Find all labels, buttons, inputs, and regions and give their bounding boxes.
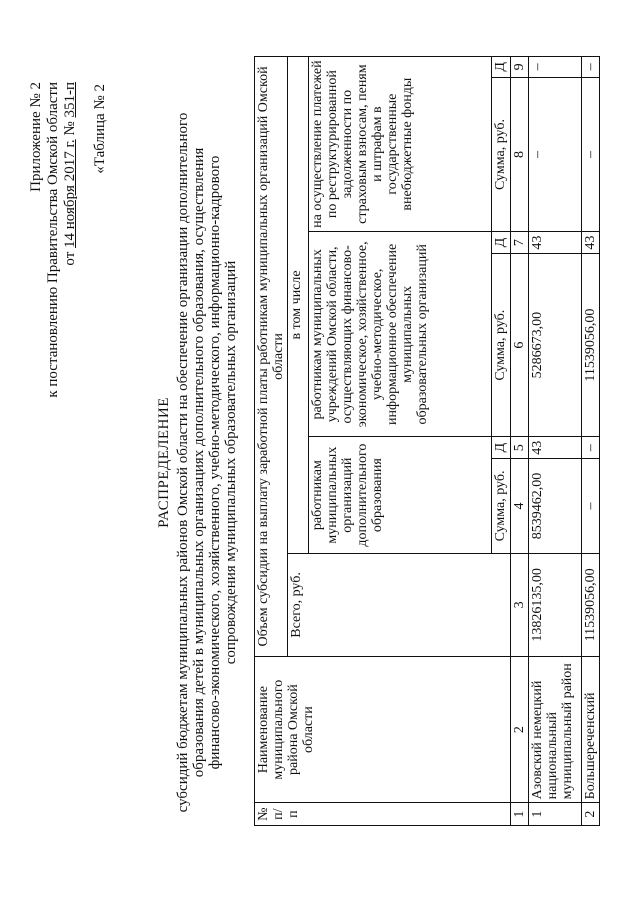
row-total: 13826135,00 — [529, 553, 582, 656]
title-line3: финансово-экономического, хозяйственного, учебно-методического, информационно-кадрового — [207, 155, 223, 770]
idx-cell: 6 — [511, 253, 529, 436]
sub-sum-c: Сумма, руб. — [492, 77, 511, 232]
row-b-d: 43 — [582, 232, 600, 254]
header-col-a: работникам муниципальных организаций дополнительного образования — [309, 437, 492, 553]
idx-cell: 7 — [511, 232, 529, 254]
idx-cell: 1 — [511, 803, 529, 826]
row-b-sum: 5286673,00 — [529, 253, 582, 436]
row-name: Большереченский — [582, 656, 600, 802]
row-c-sum: – — [582, 77, 600, 232]
appendix-line1: Приложение № 2 — [28, 82, 44, 192]
row-total: 11539056,00 — [582, 553, 600, 656]
appendix-block — [28, 82, 79, 398]
title-line2: образования детей в муниципальных организациях дополнительного образования, осуществления — [191, 147, 207, 778]
row-name: Азовский немецкий национальный муниципальный район — [529, 656, 582, 802]
table-row — [529, 57, 582, 826]
idx-cell: 4 — [511, 459, 529, 554]
idx-cell: 8 — [511, 77, 529, 232]
row-a-d: – — [582, 437, 600, 459]
title-heading: РАСПРЕДЕЛЕНИЕ — [156, 397, 172, 528]
idx-cell: 2 — [511, 656, 529, 802]
header-total: Всего, руб. — [288, 553, 511, 656]
table-label: «Таблица № 2 — [92, 84, 108, 174]
row-a-sum: 8539462,00 — [529, 459, 582, 554]
row-b-d: 43 — [529, 232, 582, 254]
index-row — [511, 57, 529, 826]
row-c-sum: – — [529, 77, 582, 232]
idx-cell: 9 — [511, 57, 529, 78]
header-col-c: на осуществление платежей по реструктурированной задолженности по страховым взносам, пеням и штрафам в государственные внебюджетные фонды — [309, 57, 492, 232]
sub-sum-b: Сумма, руб. — [492, 253, 511, 436]
header-col-b: работникам муниципальных учреждений Омской области, осуществляющих финансово-экономическое, хозяйственное, учебно-методическое, информационное обеспечение муниципальных образовательных организаций — [309, 232, 492, 437]
row-b-sum: 11539056,00 — [582, 253, 600, 436]
idx-cell: 5 — [511, 437, 529, 459]
sub-d-a: Д — [492, 437, 511, 459]
header-name: Наименование муниципального района Омской области — [255, 656, 511, 802]
header-volume: Объем субсидии на выплату заработной платы работникам муниципальных организаций Омской области — [255, 57, 288, 657]
title-line4: сопровождения муниципальных образовательных организаций — [223, 260, 239, 665]
row-a-d: 43 — [529, 437, 582, 459]
row-a-sum: – — [582, 459, 600, 554]
sub-d-c: Д — [492, 57, 511, 78]
header-no: № п/п — [255, 803, 511, 826]
title-line1: субсидий бюджетам муниципальных районов Омской области на обеспечение организации дополнительного — [175, 112, 191, 813]
row-no: 2 — [582, 803, 600, 826]
header-incl: в том числе — [288, 57, 309, 554]
appendix-date: 14 ноября 2017 г. — [62, 139, 78, 248]
row-c-d: – — [582, 57, 600, 78]
appendix-date-prefix: от — [62, 251, 78, 266]
distribution-table — [254, 56, 600, 826]
table-row — [582, 57, 600, 826]
row-c-d: – — [529, 57, 582, 78]
appendix-line3 — [62, 82, 79, 398]
appendix-num: 351-п — [62, 82, 78, 118]
sub-d-b: Д — [492, 232, 511, 254]
appendix-line2: к постановлению Правительства Омской области — [45, 82, 61, 398]
sub-sum-a: Сумма, руб. — [492, 459, 511, 554]
row-no: 1 — [529, 803, 582, 826]
idx-cell: 3 — [511, 553, 529, 656]
appendix-num-prefix: № — [62, 121, 78, 136]
document-title — [156, 100, 239, 825]
